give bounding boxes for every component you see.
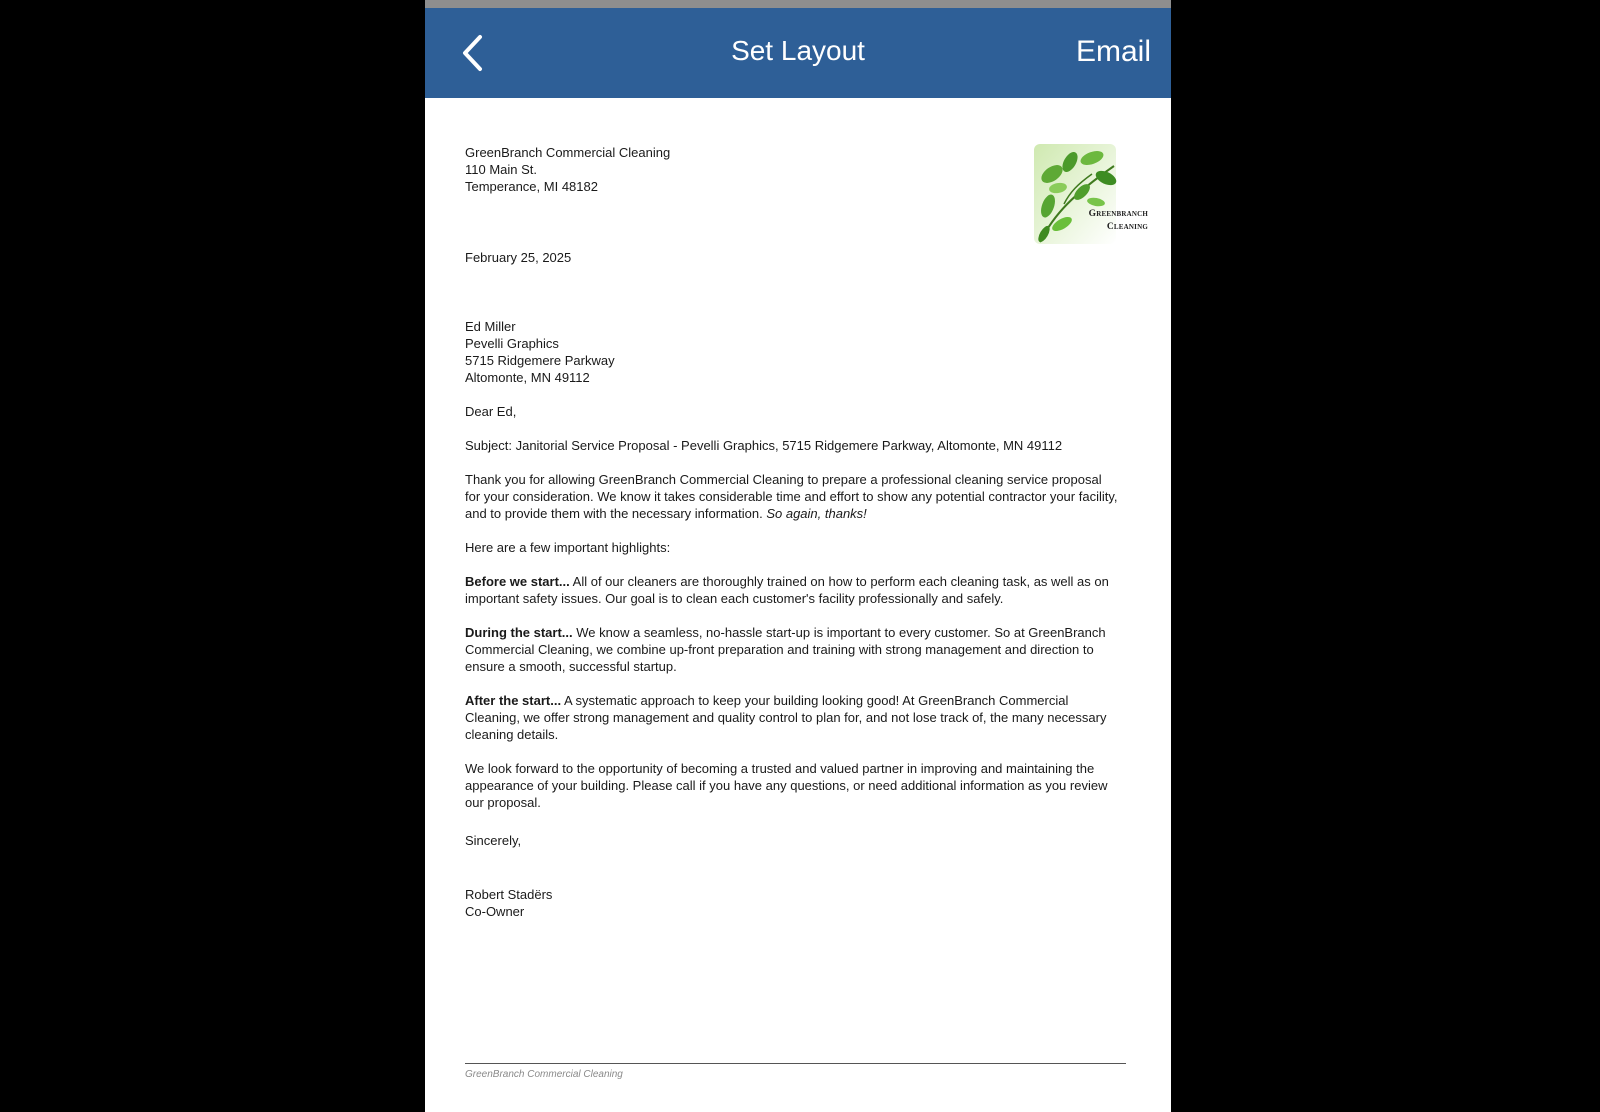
during-text: We know a seamless, no-hassle start-up is important to every customer. So at GreenBranch (572, 625, 1106, 640)
during-paragraph (465, 624, 1135, 675)
leaf-branch-icon (1034, 144, 1149, 254)
signer-title: Co-Owner (465, 904, 525, 919)
logo-line-2: Cleaning (1106, 222, 1148, 232)
recipient-line: Altomonte, MN 49112 (465, 370, 590, 385)
during-line (465, 624, 1135, 641)
intro-line: for your consideration. We know it takes considerable time and effort to show any potential contractor your facility, (465, 489, 1118, 504)
before-line (465, 573, 1135, 590)
closing-paragraph (465, 760, 1135, 811)
sign-off: Sincerely, (465, 833, 522, 848)
after-line: Cleaning, we offer strong management and quality control to plan for, and not lose track of, the many necessary (465, 710, 1107, 725)
letter-document (465, 98, 1148, 920)
during-heading: During the start... (465, 625, 573, 640)
subject-line: Subject: Janitorial Service Proposal - Pevelli Graphics, 5715 Ridgemere Parkway, Altomonte, MN 49112 (465, 438, 1063, 453)
recipient-line: Pevelli Graphics (465, 336, 559, 351)
logo-wordmark (1062, 208, 1148, 234)
during-line: ensure a smooth, successful startup. (465, 659, 677, 674)
intro-line (465, 505, 1135, 522)
before-paragraph (465, 573, 1135, 607)
closing-line: our proposal. (465, 795, 541, 810)
page-title: Set Layout (731, 35, 865, 66)
highlights-intro: Here are a few important highlights: (465, 540, 671, 555)
after-paragraph (465, 692, 1135, 743)
closing-line: appearance of your building. Please call if you have any questions, or need additional information as you review (465, 778, 1108, 793)
recipient-line: Ed Miller (465, 319, 516, 334)
app-screen (425, 0, 1171, 1112)
before-text: All of our cleaners are thoroughly trained on how to perform each cleaning task, as well as on (569, 574, 1109, 589)
email-button[interactable]: Email (1075, 35, 1151, 68)
status-strip (425, 0, 1171, 8)
sender-line: Temperance, MI 48182 (465, 179, 598, 194)
intro-emphasis: So again, thanks! (766, 506, 867, 521)
during-line: Commercial Cleaning, we combine up-front preparation and training with strong management and direction to (465, 642, 1094, 657)
recipient-line: 5715 Ridgemere Parkway (465, 353, 615, 368)
before-line: important safety issues. Our goal is to clean each customer's facility professionally and safely. (465, 591, 1004, 606)
footer-divider (465, 1063, 1126, 1064)
after-line: cleaning details. (465, 727, 559, 742)
intro-paragraph (465, 471, 1135, 522)
logo-line-1: Greenbranch (1088, 209, 1148, 219)
signer-name: Robert Stadërs (465, 887, 553, 902)
intro-line: Thank you for allowing GreenBranch Commercial Cleaning to prepare a professional cleaning service proposal (465, 472, 1102, 487)
recipient-address (465, 318, 1135, 386)
letter-date: February 25, 2025 (465, 250, 572, 265)
intro-text: and to provide them with the necessary information. (465, 506, 767, 521)
after-text: A systematic approach to keep your building looking good! At GreenBranch Commercial (561, 693, 1069, 708)
salutation: Dear Ed, (465, 404, 517, 419)
after-line (465, 692, 1135, 709)
navigation-bar (425, 8, 1171, 98)
company-logo (1034, 144, 1149, 254)
footer-company-name: GreenBranch Commercial Cleaning (465, 1069, 623, 1080)
after-heading: After the start... (465, 693, 562, 708)
closing-line: We look forward to the opportunity of becoming a trusted and valued partner in improving and maintaining the (465, 761, 1095, 776)
sender-line: GreenBranch Commercial Cleaning (465, 145, 671, 160)
sender-line: 110 Main St. (465, 162, 538, 177)
before-heading: Before we start... (465, 574, 570, 589)
